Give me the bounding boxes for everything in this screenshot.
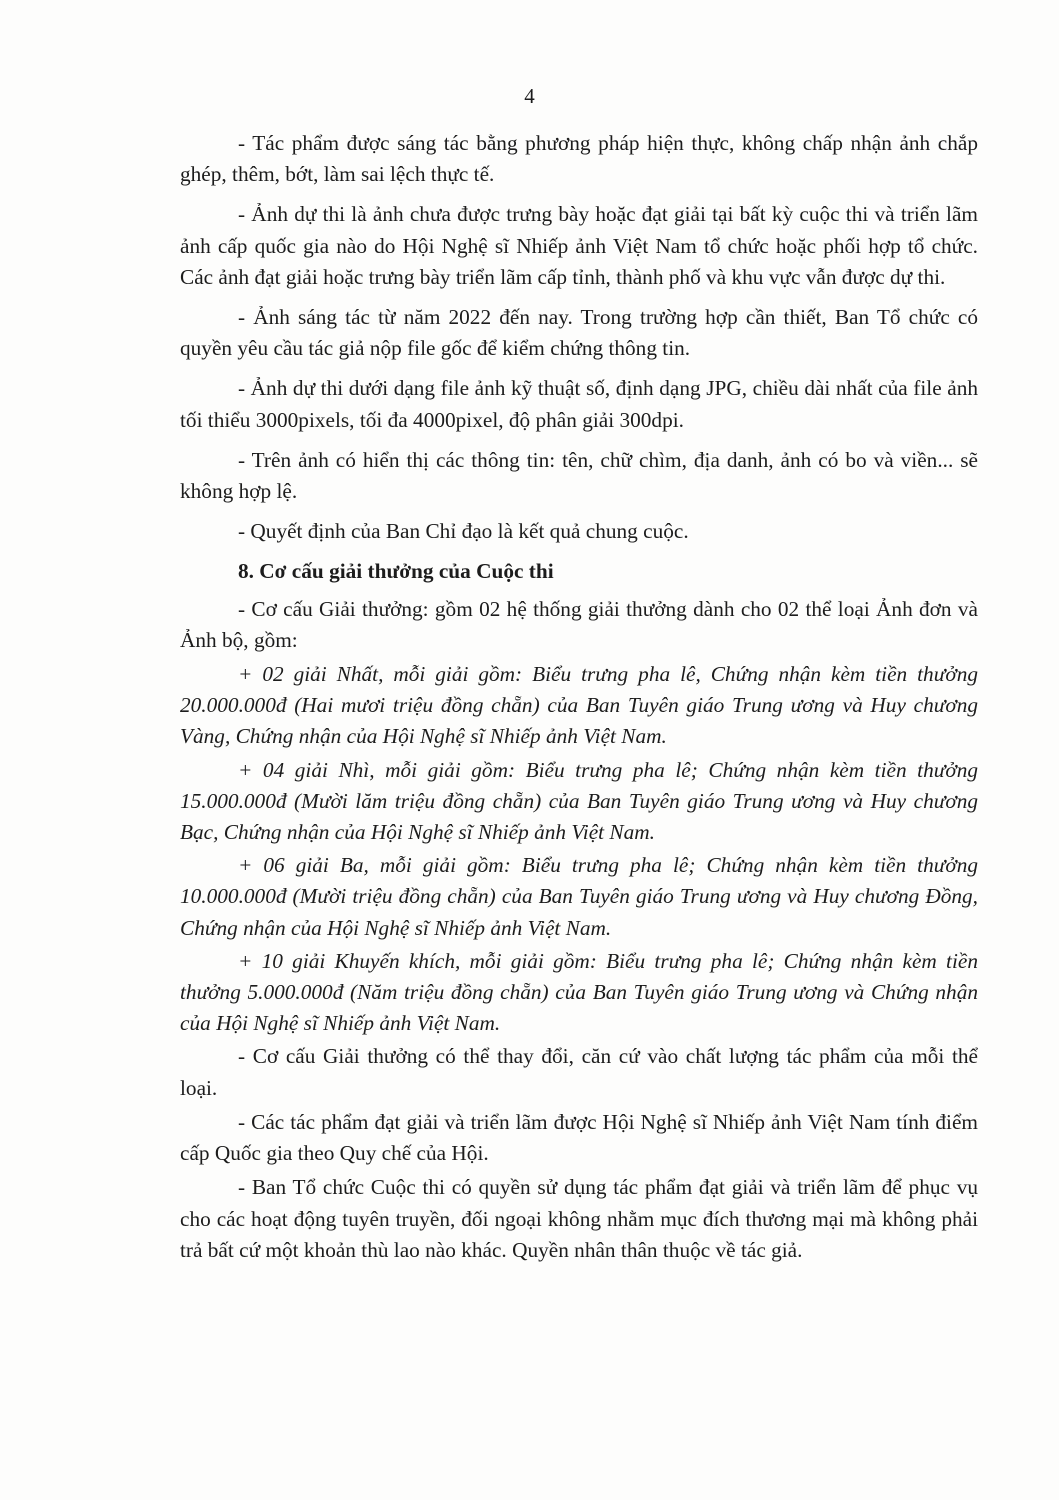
award-first-prize: + 02 giải Nhất, mỗi giải gồm: Biểu trưng pha lê, Chứng nhận kèm tiền thưởng 20.000.000đ (Hai mươi triệu đồng chẵn) của Ban Tuyên giáo Trung ương và Huy chương Vàng, Chứng nhận của Hội Nghệ sĩ Nhiếp ảnh Việt Nam. (180, 662, 978, 749)
paragraph-usage-rights: - Ban Tổ chức Cuộc thi có quyền sử dụng tác phẩm đạt giải và triển lãm để phục vụ cho các hoạt động tuyên truyền, đối ngoại không nhằm mục đích thương mại mà không phải trả bất cứ một khoản thù lao nào khác. Quyền nhân thân thuộc về tác giả. (180, 1175, 978, 1262)
paragraph-file-format: - Ảnh dự thi dưới dạng file ảnh kỹ thuật số, định dạng JPG, chiều dài nhất của file ảnh tối thiểu 3000pixels, tối đa 4000pixel, độ phân giải 300dpi. (180, 376, 978, 432)
paragraph-award-structure: - Cơ cấu Giải thưởng: gồm 02 hệ thống giải thưởng dành cho 02 thể loại Ảnh đơn và Ảnh bộ, gồm: (180, 596, 978, 652)
award-second-prize: + 04 giải Nhì, mỗi giải gồm: Biểu trưng pha lê; Chứng nhận kèm tiền thưởng 15.000.000đ (Mười lăm triệu đồng chẵn) của Ban Tuyên giáo Trung ương và Huy chương Bạc, Chứng nhận của Hội Nghệ sĩ Nhiếp ảnh Việt Nam. (180, 757, 978, 845)
section-heading: 8. Cơ cấu giải thưởng của Cuộc thi (238, 559, 554, 584)
paragraph-timeframe: - Ảnh sáng tác từ năm 2022 đến nay. Trong trường hợp cần thiết, Ban Tổ chức có quyền yêu cầu tác giả nộp file gốc để kiểm chứng thông tin. (180, 305, 978, 361)
award-encouragement-prize: + 10 giải Khuyến khích, mỗi giải gồm: Biểu trưng pha lê; Chứng nhận kèm tiền thưởng 5.000.000đ (Năm triệu đồng chẵn) của Ban Tuyên giáo Trung ương và Chứng nhận của Hội Nghệ sĩ Nhiếp ảnh Việt Nam. (180, 948, 978, 1036)
paragraph-eligibility: - Ảnh dự thi là ảnh chưa được trưng bày hoặc đạt giải tại bất kỳ cuộc thi và triển lãm ảnh cấp quốc gia nào do Hội Nghệ sĩ Nhiếp ảnh Việt Nam tổ chức hoặc phối hợp tổ chức. Các ảnh đạt giải hoặc trưng bày triển lãm cấp tỉnh, thành phố và khu vực vẫn được dự thi. (180, 202, 978, 289)
paragraph-method: - Tác phẩm được sáng tác bằng phương pháp hiện thực, không chấp nhận ảnh chắp ghép, thêm, bớt, làm sai lệch thực tế. (180, 131, 978, 187)
paragraph-national-score: - Các tác phẩm đạt giải và triển lãm được Hội Nghệ sĩ Nhiếp ảnh Việt Nam tính điểm cấp Quốc gia theo Quy chế của Hội. (180, 1109, 978, 1166)
document-body (180, 128, 978, 1269)
paragraph-award-change: - Cơ cấu Giải thưởng có thể thay đổi, căn cứ vào chất lượng tác phẩm của mỗi thể loại. (180, 1044, 978, 1100)
award-third-prize: + 06 giải Ba, mỗi giải gồm: Biểu trưng pha lê; Chứng nhận kèm tiền thưởng 10.000.000đ (Mười triệu đồng chẵn) của Ban Tuyên giáo Trung ương và Huy chương Đồng, Chứng nhận của Hội Nghệ sĩ Nhiếp ảnh Việt Nam. (180, 853, 978, 940)
paragraph-invalid-info: - Trên ảnh có hiển thị các thông tin: tên, chữ chìm, địa danh, ảnh có bo và viền... sẽ không hợp lệ. (180, 447, 978, 504)
page-number: 4 (524, 84, 535, 108)
paragraph-final-decision: - Quyết định của Ban Chỉ đạo là kết quả chung cuộc. (238, 519, 689, 544)
